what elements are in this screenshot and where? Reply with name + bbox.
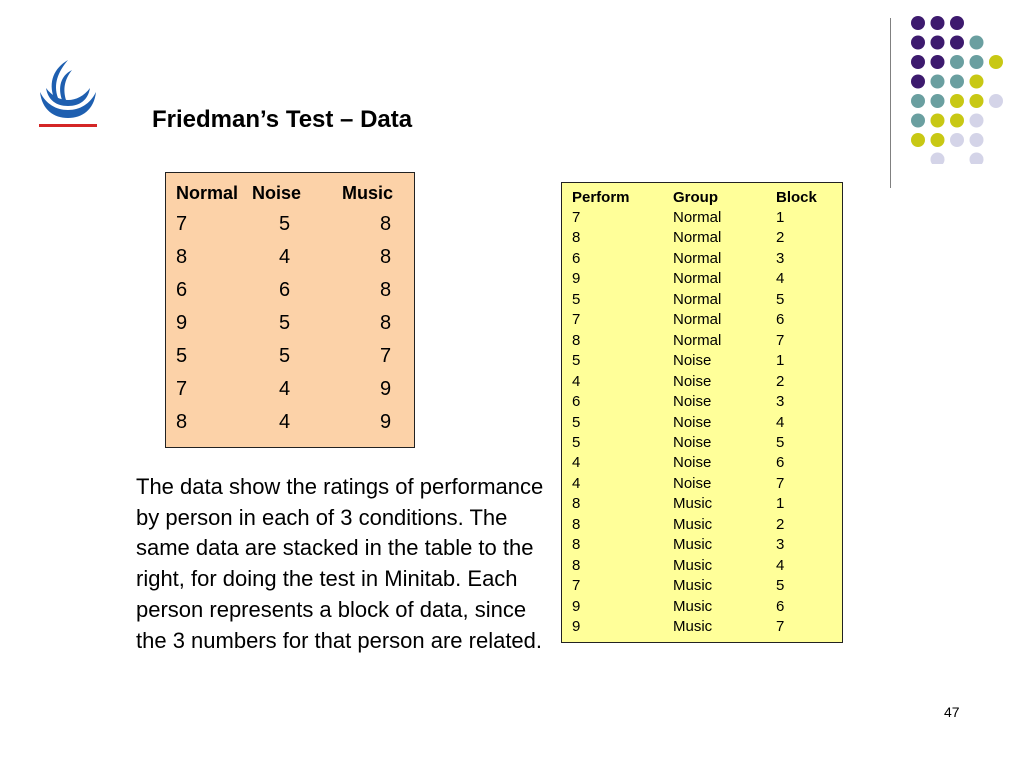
decoration-dot (911, 55, 925, 69)
table-row (562, 536, 842, 556)
decoration-dot (911, 114, 925, 128)
table-cell: 7 (572, 209, 581, 226)
table-cell: 8 (572, 515, 581, 533)
table-cell: 8 (176, 411, 188, 433)
table-cell: 3 (776, 393, 785, 411)
table-cell: 6 (572, 393, 581, 411)
table-cell: Music (673, 515, 713, 533)
table-cell: 1 (776, 495, 785, 513)
table-cell: 5 (572, 413, 581, 431)
table-cell: Music (673, 597, 713, 615)
table-row (562, 270, 842, 290)
page-number: 47 (944, 704, 960, 720)
table-cell: 5 (176, 345, 188, 367)
table-cell: 8 (572, 556, 581, 574)
decoration-dot (931, 55, 945, 69)
table-row (562, 598, 842, 618)
table-cell: Noise (673, 433, 712, 451)
table-cell: 9 (380, 411, 392, 433)
table-cell: 7 (776, 618, 785, 635)
table-cell: 3 (776, 249, 785, 267)
decoration-dot (931, 75, 945, 89)
table-cell: 6 (776, 311, 785, 329)
table-cell: Normal (673, 331, 722, 349)
table-row (166, 411, 414, 435)
decoration-dot (950, 94, 964, 108)
table-row (166, 312, 414, 336)
decoration-dot (911, 133, 925, 147)
decoration-dot (970, 133, 984, 147)
table-row (562, 454, 842, 474)
table-cell: Noise (673, 372, 712, 390)
table-cell: 8 (176, 246, 188, 268)
decoration-dot (970, 94, 984, 108)
column-header-block: Block (776, 189, 817, 206)
table-row (562, 414, 842, 434)
table-row (166, 246, 414, 270)
table-header-row (562, 189, 842, 209)
table-cell: 5 (279, 345, 291, 367)
table-cell: Normal (673, 249, 722, 267)
wide-data-table (165, 172, 415, 448)
table-cell: 7 (380, 345, 392, 367)
table-row (562, 495, 842, 515)
table-cell: 8 (380, 213, 392, 235)
decoration-dot (931, 153, 945, 165)
table-cell: Normal (673, 311, 722, 329)
table-cell: Normal (673, 270, 722, 288)
column-header-normal: Normal (176, 183, 239, 203)
table-cell: 6 (279, 279, 291, 301)
table-header-row (166, 183, 414, 205)
table-cell: 4 (776, 556, 785, 574)
table-cell: 1 (776, 352, 785, 370)
decoration-dot (931, 36, 945, 50)
table-row (166, 213, 414, 237)
description-paragraph: The data show the ratings of performance by person in each of 3 conditions. The same data are stacked in the table to the right, for doing the test in Minitab. Each person represents a block of data, since the 3 numbers for that person are related. (136, 474, 544, 653)
table-cell: 8 (380, 279, 392, 301)
table-row (562, 373, 842, 393)
table-cell: 4 (279, 246, 291, 268)
stacked-data-table (561, 182, 843, 643)
decoration-dot (970, 55, 984, 69)
table-cell: 5 (279, 213, 291, 235)
table-cell: 5 (279, 312, 291, 334)
table-cell: 7 (776, 331, 785, 349)
table-cell: 6 (776, 454, 785, 472)
table-row (562, 250, 842, 270)
divider-line (890, 18, 891, 188)
table-cell: Normal (673, 229, 722, 247)
table-row (166, 345, 414, 369)
table-cell: 6 (572, 249, 581, 267)
table-row (562, 393, 842, 413)
table-cell: Normal (673, 290, 722, 308)
table-row (562, 475, 842, 495)
table-cell: Music (673, 577, 713, 595)
table-row (562, 332, 842, 352)
table-row (562, 352, 842, 372)
table-row (562, 311, 842, 331)
table-cell: 5 (572, 352, 581, 370)
table-row (562, 577, 842, 597)
table-cell: Noise (673, 393, 712, 411)
decoration-dot (911, 75, 925, 89)
column-header-music: Music (342, 183, 394, 203)
table-cell: 3 (776, 536, 785, 554)
table-cell: 4 (572, 372, 581, 390)
table-row (562, 229, 842, 249)
decoration-dot (970, 153, 984, 165)
table-cell: 9 (380, 378, 392, 400)
table-cell: 9 (572, 597, 581, 615)
table-cell: 4 (279, 378, 291, 400)
decoration-dot (950, 55, 964, 69)
table-cell: 7 (776, 474, 785, 492)
table-cell: 6 (176, 279, 188, 301)
table-cell: 5 (572, 290, 581, 308)
table-cell: 9 (572, 270, 581, 288)
decoration-dot (970, 75, 984, 89)
table-cell: 2 (776, 515, 785, 533)
decoration-dot (950, 36, 964, 50)
table-row (166, 279, 414, 303)
table-cell: 9 (176, 312, 188, 334)
table-cell: 8 (380, 312, 392, 334)
table-cell: 4 (572, 474, 581, 492)
table-cell: Noise (673, 413, 712, 431)
table-cell: 8 (572, 536, 581, 554)
table-row (562, 209, 842, 229)
decoration-dot (970, 114, 984, 128)
table-cell: 4 (776, 270, 785, 288)
decoration-dot (911, 36, 925, 50)
table-cell: 7 (176, 213, 188, 235)
table-cell: 5 (776, 290, 785, 308)
table-cell: 4 (279, 411, 291, 433)
table-cell: 8 (380, 246, 392, 268)
table-cell: 5 (776, 577, 785, 595)
table-row (562, 291, 842, 311)
table-row (562, 516, 842, 536)
decoration-dot (931, 16, 945, 30)
table-cell: Normal (673, 209, 722, 226)
table-row (166, 378, 414, 402)
table-cell: 7 (176, 378, 188, 400)
table-cell: 2 (776, 372, 785, 390)
table-cell: Music (673, 556, 713, 574)
decoration-dot (950, 16, 964, 30)
table-cell: Music (673, 495, 713, 513)
decoration-dot (950, 114, 964, 128)
decoration-dot (931, 114, 945, 128)
table-cell: 5 (572, 433, 581, 451)
column-header-perform: Perform (572, 189, 630, 206)
table-cell: 8 (572, 495, 581, 513)
decoration-dot (931, 94, 945, 108)
slide-title: Friedman’s Test – Data (152, 106, 413, 133)
decoration-dot (970, 36, 984, 50)
table-cell: 5 (776, 433, 785, 451)
decoration-dot (989, 55, 1003, 69)
decoration-dot (989, 94, 1003, 108)
table-cell: Music (673, 536, 713, 554)
flame-logo-icon (36, 52, 100, 132)
table-cell: Noise (673, 474, 712, 492)
table-cell: 4 (776, 413, 785, 431)
decoration-dot (931, 133, 945, 147)
table-cell: Music (673, 618, 713, 635)
table-cell: 1 (776, 209, 785, 226)
table-cell: 6 (776, 597, 785, 615)
decoration-dot (950, 75, 964, 89)
column-header-group: Group (673, 189, 718, 206)
column-header-noise: Noise (252, 183, 302, 203)
table-cell: 7 (572, 577, 581, 595)
table-cell: 9 (572, 618, 581, 635)
dot-grid-decoration (900, 14, 1010, 164)
table-row (562, 618, 842, 638)
decoration-dot (950, 133, 964, 147)
table-row (562, 434, 842, 454)
table-cell: Noise (673, 454, 712, 472)
decoration-dot (911, 94, 925, 108)
table-row (562, 557, 842, 577)
table-cell: 4 (572, 454, 581, 472)
table-cell: 8 (572, 331, 581, 349)
table-cell: Noise (673, 352, 712, 370)
decoration-dot (911, 16, 925, 30)
table-cell: 2 (776, 229, 785, 247)
table-cell: 7 (572, 311, 581, 329)
table-cell: 8 (572, 229, 581, 247)
